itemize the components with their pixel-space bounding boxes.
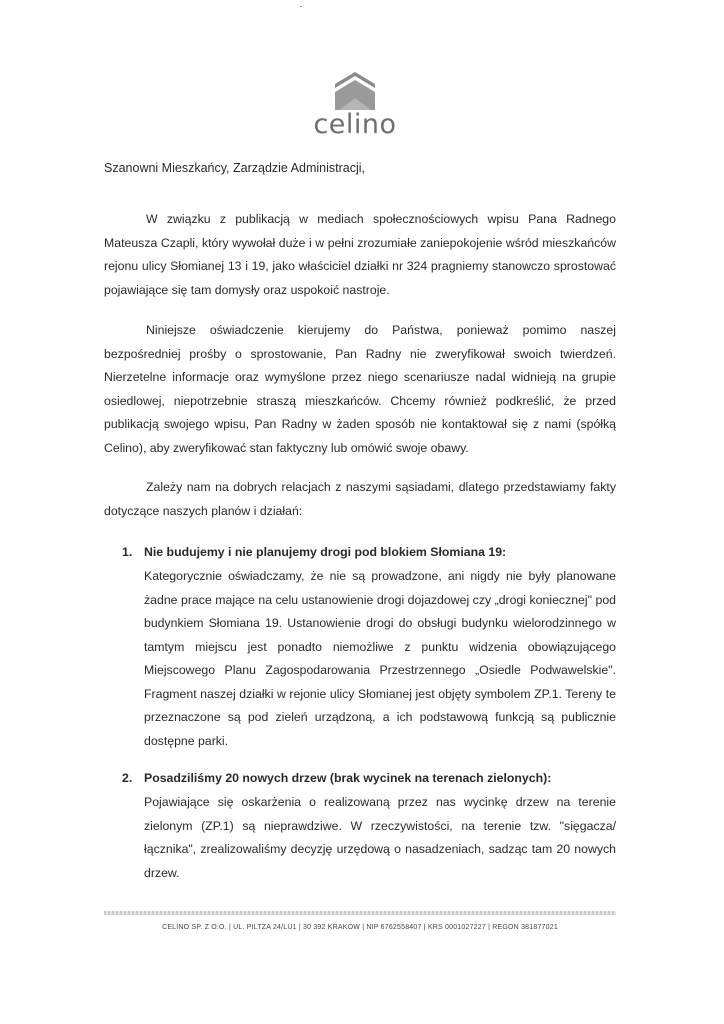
greeting: Szanowni Mieszkańcy, Zarządzie Administracji, [104, 161, 365, 175]
item-2-number: 2. [122, 771, 133, 785]
item-1-title [122, 545, 506, 559]
paragraph-statement: Niniejsze oświadczenie kierujemy do Państwa, ponieważ pomimo naszej bezpośredniej prośby o sprostowanie, Pan Radny nie zweryfikował swoich twierdzeń. Nierzetelne informacje oraz wymyślone przez niego scenariusze nadal widnieją na grupie osiedlowej, niepotrzebnie straszą mieszkańców. Chcemy również podkreślić, że przed publikacją swojego wpisu, Pan Radny w żaden sposób nie kontaktował się z nami (spółką Celino), aby zweryfikować stan faktyczny lub omówić swoje obawy. [104, 323, 616, 455]
footer-divider [104, 911, 616, 915]
item-2-heading: Posadziliśmy 20 nowych drzew (brak wycinek na terenach zielonych): [144, 771, 552, 785]
footer-company-info: CELINO SP. Z O.O. | UL. PILTZA 24/LU1 | 30 392 KRAKÓW | NIP 6762558407 | KRS 0001027227 | REGON 381877021 [162, 924, 558, 931]
roof-icon [335, 70, 375, 110]
company-logo [300, 70, 410, 140]
item-2-title [122, 771, 551, 785]
item-1-heading: Nie budujemy i nie planujemy drogi pod blokiem Słomiana 19: [144, 545, 507, 559]
item-1-body: Kategorycznie oświadczamy, że nie są prowadzone, ani nigdy nie były planowane żadne prace mające na celu ustanowienie drogi dojazdowej czy „drogi koniecznej" pod budynkiem Słomiana 19. Ustanowienie drogi do obsługi budynku wielorodzinnego w tamtym miejscu jest ponadto niemożliwe z punktu widzenia obowiązującego Miejscowego Planu Zagospodarowania Przestrzennego „Osiedle Podwawelskie". Fragment naszej działki w rejonie ulicy Słomianej jest objęty symbolem ZP.1. Tereny te przeznaczone są pod zieleń urządzoną, a ich podstawową funkcją są publicznie dostępne parki. [144, 569, 616, 748]
paragraph-intro: W związku z publikacją w mediach społecznościowych wpisu Pana Radnego Mateusza Czapli, który wywołał duże i w pełni zrozumiałe zaniepokojenie wśród mieszkańców rejonu ulicy Słomianej 13 i 19, jako właściciel działki nr 324 pragniemy stanowczo sprostować pojawiające się tam domysły oraz uspokoić nastroje. [104, 212, 616, 297]
logo-wordmark: celino [313, 109, 397, 140]
scan-speck [300, 6, 302, 7]
item-1-number: 1. [122, 545, 133, 559]
item-2-body: Pojawiające się oskarżenia o realizowaną przez nas wycinkę drzew na terenie zielonym (ZP.1) są nieprawdziwe. W rzeczywistości, na terenie tzw. "sięgacza/łącznika", zrealizowaliśmy decyzję urzędową o nasadzeniach, sadząc tam 20 nowych drzew. [144, 795, 616, 880]
paragraph-facts-intro: Zależy nam na dobrych relacjach z naszymi sąsiadami, dlatego przedstawiamy fakty dotyczące naszych planów i działań: [104, 480, 616, 518]
